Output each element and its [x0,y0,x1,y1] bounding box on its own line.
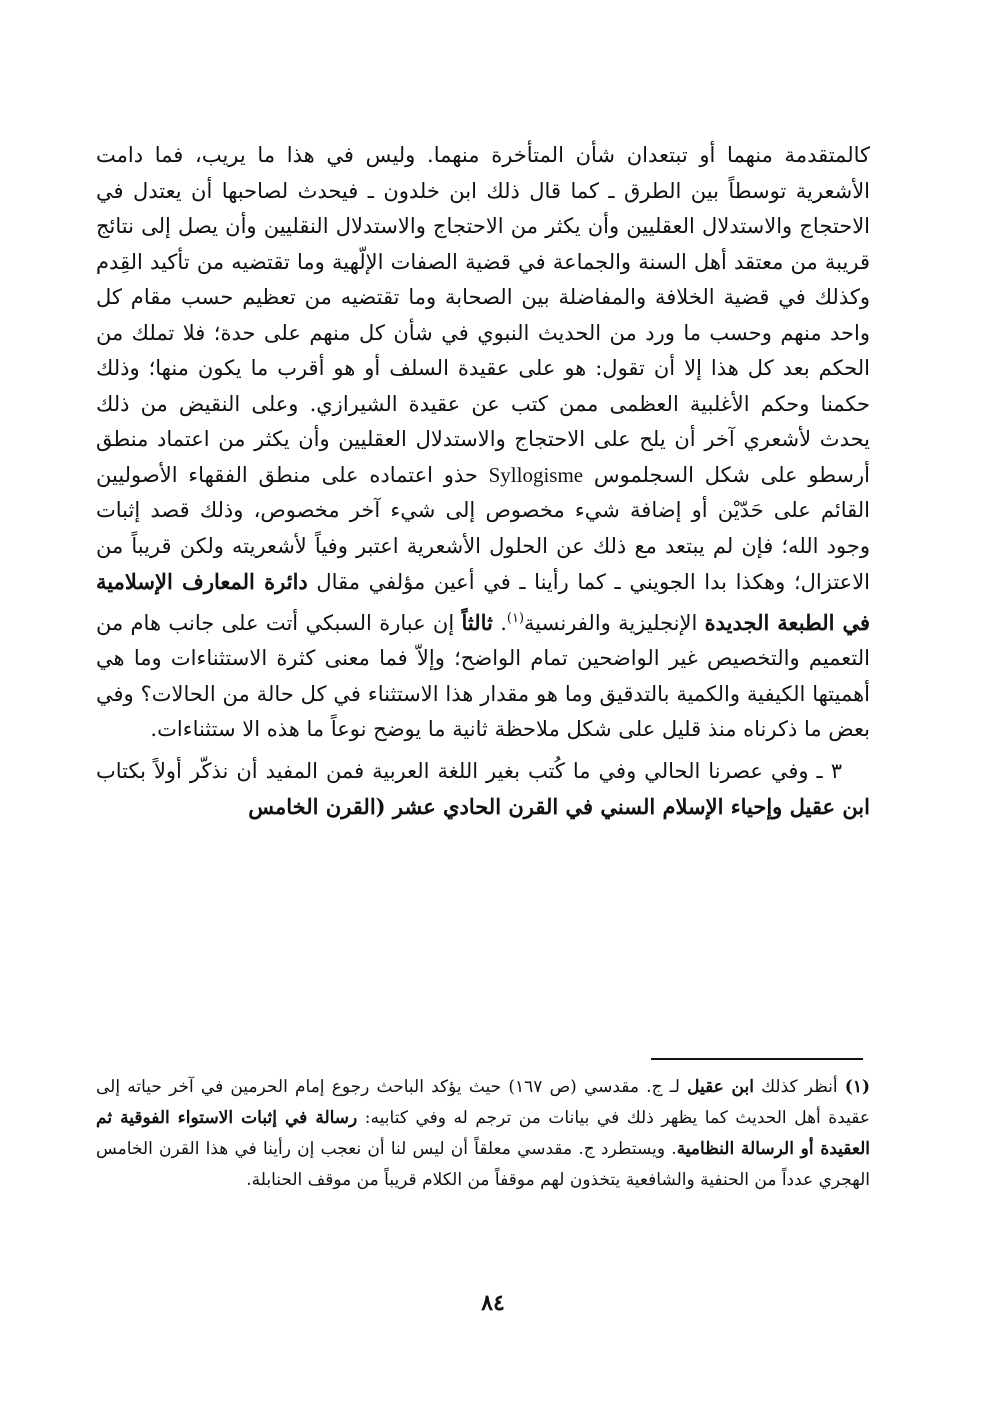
paragraph-1-text-b: حذو اعتماده على منطق الفقهاء الأصوليين القائم على حَدّيْن أو إضافة شيء مخصوص إلى شيء آخر مخصوص، وذلك قصد إثبات وجود الله؛ فإن لم يبتعد مع ذلك عن الحلول الأشعرية اعتبر وفياً لأشعريته ولكن قريباً من الاعتزال؛ وهكذا بدا الجويني ـ كما رأينا ـ في أعين مؤلفي مقال [96,462,870,594]
main-text [96,138,870,826]
paragraph-2 [96,754,870,826]
paragraph-1-text-e: إن عبارة السبكي أتت على جانب هام من التعميم والتخصيص غير الواضحين تمام الواضح؛ وإلاّ فما معنى كثرة الاستثناءات وما هي أهميتها الكيفية والكمية بالتدقيق وما هو مقدار هذا الاستثناء في كل حالة من الحالات؟ وفي بعض ما ذكرناه منذ قليل على شكل ملاحظة ثانية ما يوضح نوعاً ما هذه الا ستثناءات. [96,610,870,741]
footnote [96,1072,870,1196]
footnote-text-a: أنظر كذلك [753,1077,845,1097]
page-number: ٨٤ [481,1290,505,1316]
paragraph-1-text-a: كالمتقدمة منهما أو تبتعدان شأن المتأخرة منهما. وليس في هذا ما يريب، فما دامت الأشعرية توسطاً بين الطرق ـ كما قال ذلك ابن خلدون ـ فيحدث لصاحبها أن يعتدل في الاحتجاج والاستدلال العقليين وأن يكثر من الاحتجاج والاستدلال النقليين وأن يصل إلى نتائج قريبة من معتقد أهل السنة والجماعة في قضية الصفات الإلّهية وما تقتضيه من تأكيد القِدم وكذلك في قضية الخلافة والمفاضلة بين الصحابة وما تقتضيه من تعظيم حسب مقام كل واحد منهم وحسب ما ورد من الحديث النبوي في شأن كل منهم على حدة؛ فلا تملك من الحكم بعد كل هذا إلا أن تقول: هو على عقيدة السلف أو هو أقرب ما يكون منها؛ وذلك حكمنا وحكم الأغلبية العظمى ممن كتب عن عقيدة الشيرازي. وعلى النقيض من ذلك يحدث لأشعري آخر أن يلح على الاحتجاج والاستدلال العقليين وأن يكثر من اعتماد منطق أرسطو على شكل السجلموس [96,143,870,487]
paragraph-2-text-a: ٣ ـ وفي عصرنا الحالي وفي ما كُتب بغير اللغة العربية فمن المفيد أن نذكّر أولاً بكتاب [96,758,842,783]
footnote-marker: (١) [844,1077,871,1097]
footnote-text [96,1072,870,1196]
footnote-works-titles: رسالة في إثبات الاستواء الفوقية ثم العقيدة أو الرسالة النظامية [96,1108,870,1159]
latin-term: Syllogisme [488,462,584,487]
paragraph-1-text-c: الإنجليزية والفرنسية [524,610,705,635]
footnote-text-b: لـ ج. مقدسي (ص ١٦٧) حيث يؤكد الباحث رجوع إمام الحرمين في آخر حياته إلى عقيدة أهل الحديث كما يظهر ذلك في بيانات من ترجم له وفي كتابيه: [96,1077,870,1128]
footnote-text-c: . ويستطرد ج. مقدسي معلقاً أن ليس لنا أن نعجب إن رأينا في هذا القرن الخامس الهجري عدداً من الحنفية والشافعية يتخذون لهم موقفاً من الكلام قريباً من موقف الحنابلة. [96,1139,870,1190]
third-label: ثالثاً [461,609,493,635]
footnote-reference: (١) [506,610,525,626]
footnote-book-title: ابن عقيل [687,1077,754,1097]
encyclopedia-title: دائرة المعارف الإسلامية في الطبعة الجديدة [96,569,870,635]
paragraph-1-text-d: . [492,610,507,635]
book-title: ابن عقيل وإحياء الإسلام السني في القرن الحادي عشر (القرن الخامس [248,794,870,819]
footnote-separator [651,1058,863,1060]
paragraph-1 [96,138,870,748]
